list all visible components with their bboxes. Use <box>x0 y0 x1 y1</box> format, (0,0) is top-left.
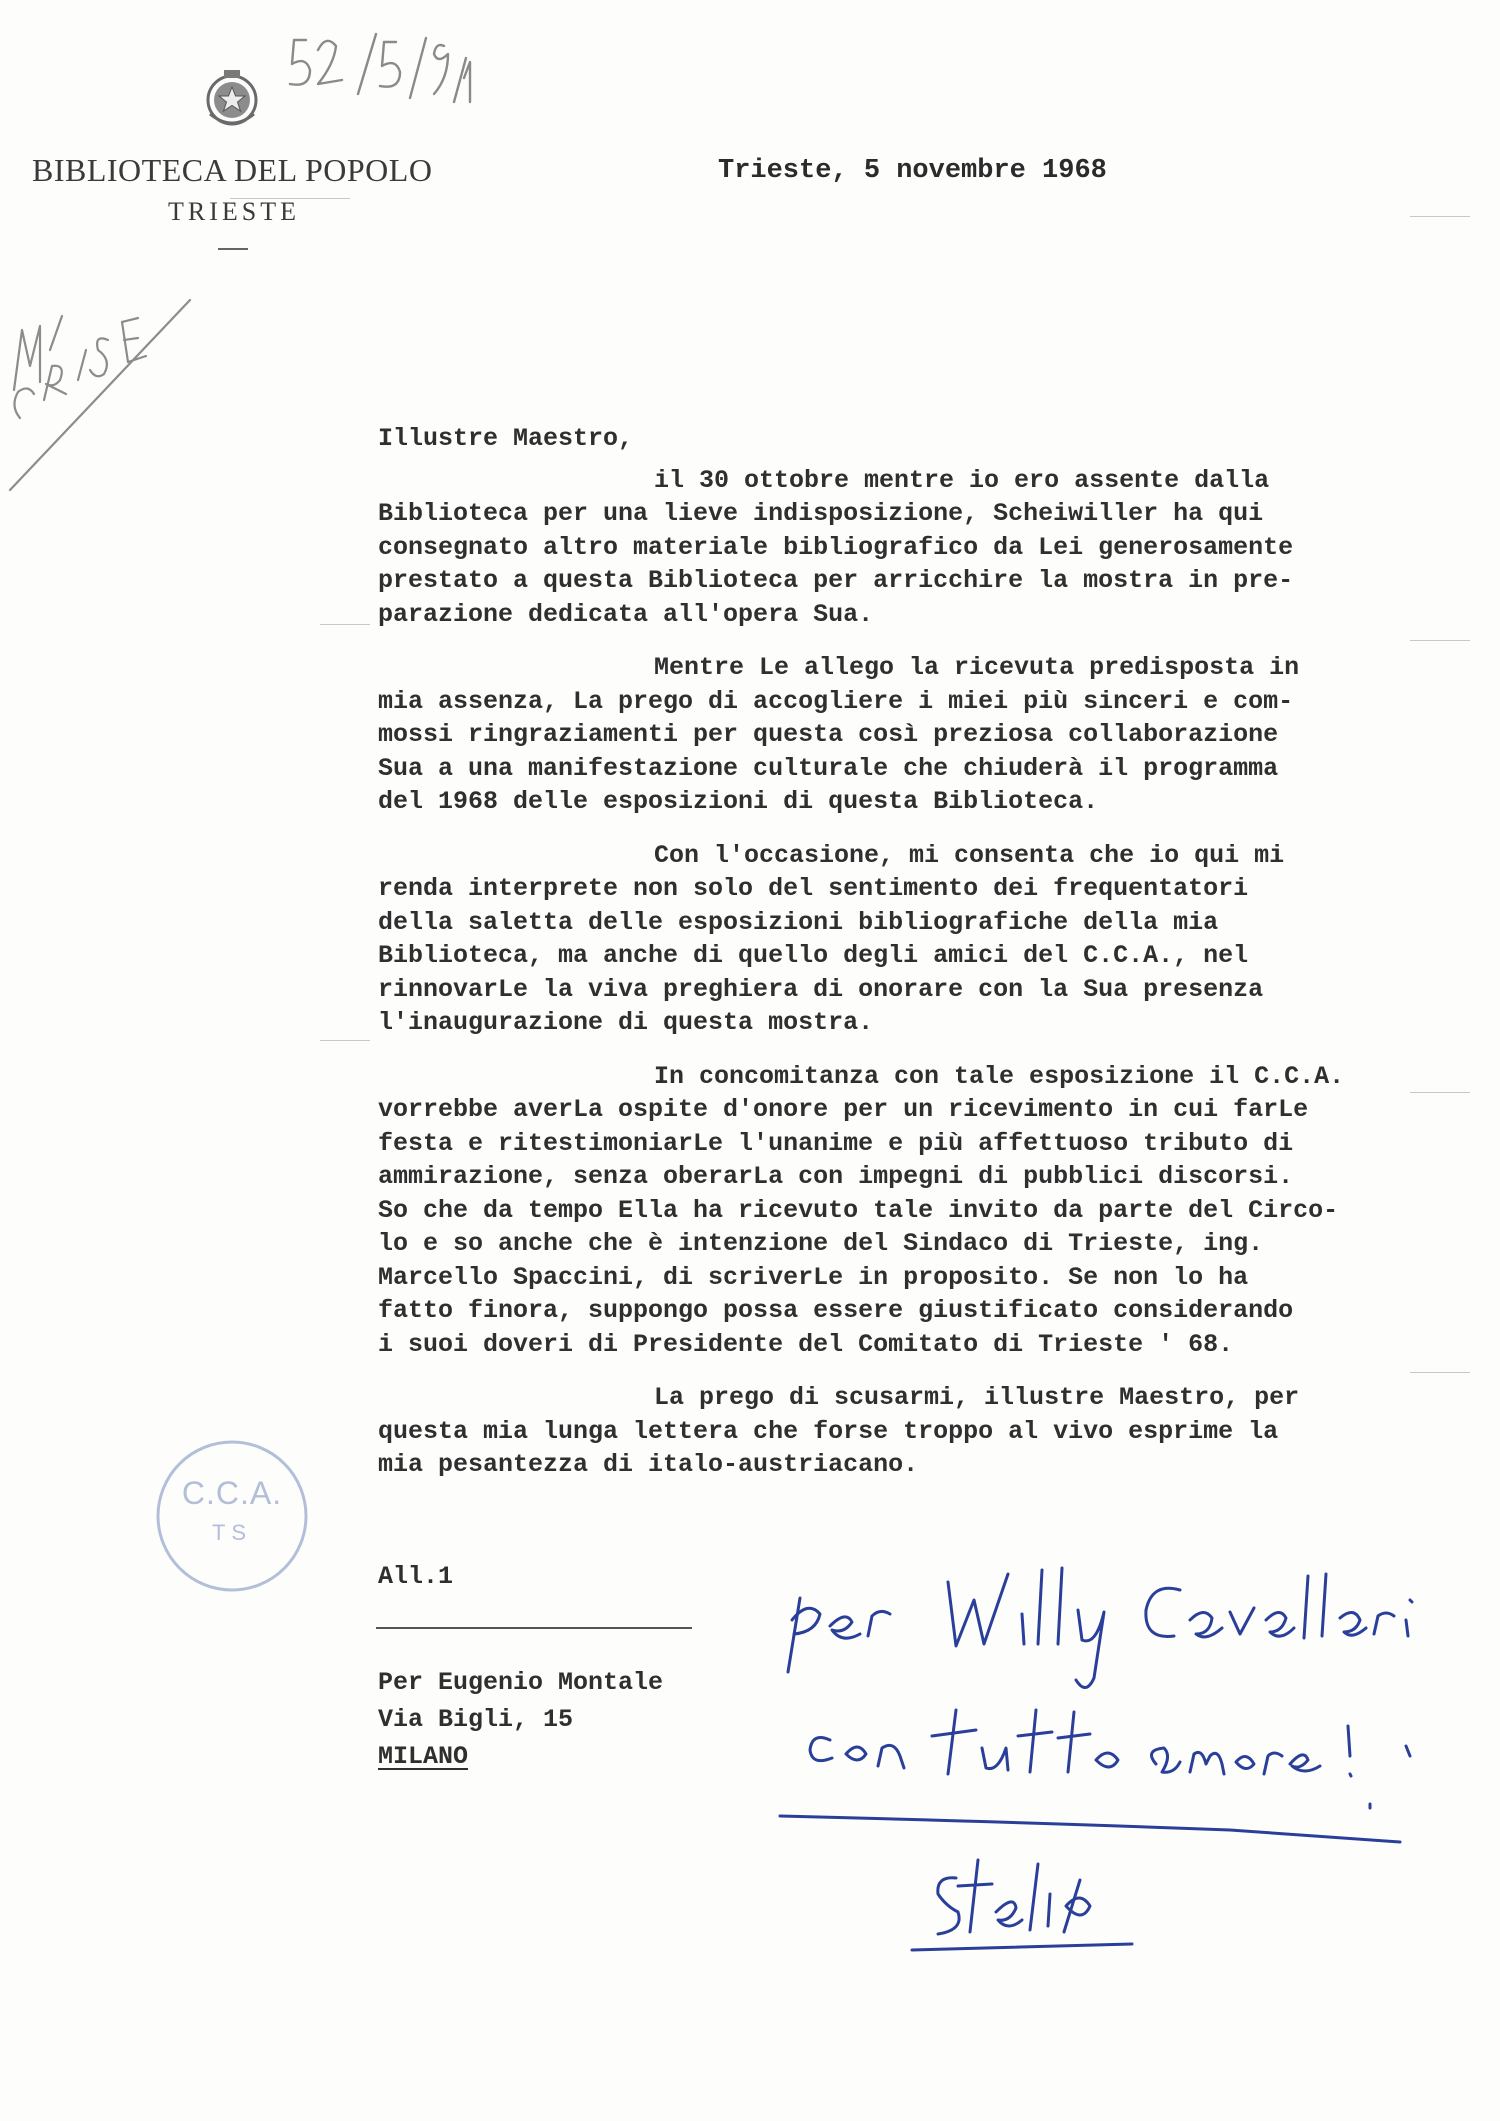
text-line: rinnovarLe la viva preghiera di onorare con la Sua presenza <box>378 974 1264 1004</box>
text-line: ammirazione, senza oberarLa con impegni di pubblici discorsi. <box>378 1162 1294 1191</box>
letterhead-city: TRIESTE <box>168 197 300 226</box>
text-line: renda interprete non solo del sentimento dei frequentatori <box>378 874 1249 903</box>
text-line: del 1968 delle esposizioni di questa Biblioteca. <box>378 787 1099 816</box>
text-line: l'inaugurazione di questa mostra. <box>378 1008 874 1037</box>
text-line: fatto finora, suppongo possa essere giustificato considerando <box>378 1296 1294 1325</box>
letter-date: Trieste, 5 novembre 1968 <box>718 156 1107 186</box>
text-line: Mentre Le allego la ricevuta predisposta in <box>654 653 1300 682</box>
stamp-organization: C.C.A. <box>181 1475 283 1511</box>
letterhead-rule <box>218 248 248 250</box>
salutation: Illustre Maestro, <box>378 424 634 453</box>
text-line: consegnato altro materiale bibliografico da Lei generosamente <box>378 532 1294 562</box>
text-line: mossi ringraziamenti per questa così preziosa collaborazione <box>378 720 1279 749</box>
bleed-line <box>320 624 370 625</box>
letterhead-institution: BIBLIOTECA DEL POPOLO <box>32 152 433 188</box>
text-line: La prego di scusarmi, illustre Maestro, per <box>654 1383 1300 1412</box>
text-line: lo e so anche che è intenzione del Sindaco di Trieste, ing. <box>378 1229 1264 1258</box>
recipient-street: Via Bigli, 15 <box>378 1705 574 1734</box>
margin-note-handwriting <box>0 270 200 510</box>
text-line: Sua a una manifestazione culturale che chiuderà il programma <box>378 753 1279 783</box>
paragraph <box>378 651 1378 819</box>
bleed-line <box>320 1040 370 1041</box>
text-line: il 30 ottobre mentre io ero assente dalla <box>654 465 1270 495</box>
text-line: parazione dedicata all'opera Sua. <box>378 599 874 629</box>
bleed-line <box>1410 640 1470 641</box>
text-line: Biblioteca per una lieve indisposizione, Scheiwiller ha qui <box>378 499 1264 528</box>
separator-line <box>376 1627 692 1629</box>
bleed-line <box>1410 216 1470 217</box>
recipient-address <box>378 1664 798 1775</box>
enclosure-note: All.1 <box>378 1562 454 1591</box>
text-line: vorrebbe averLa ospite d'onore per un ricevimento in cui farLe <box>378 1095 1309 1124</box>
stamp-location: TS <box>211 1520 253 1545</box>
text-line: Biblioteca, ma anche di quello degli amici del C.C.A., nel <box>378 941 1249 970</box>
text-line: Marcello Spaccini, di scriverLe in proposito. Se non lo ha <box>378 1262 1249 1292</box>
handwritten-dedication <box>760 1560 1460 1980</box>
text-line: So che da tempo Ella ha ricevuto tale invito da parte del Circo- <box>378 1195 1339 1225</box>
text-line: mia assenza, La prego di accogliere i miei più sinceri e com- <box>378 686 1294 716</box>
letter-body <box>378 422 1378 1502</box>
text-line: prestato a questa Biblioteca per arricchire la mostra in pre- <box>378 566 1294 595</box>
text-line: della saletta delle esposizioni bibliografiche della mia <box>378 907 1219 937</box>
paragraph <box>378 839 1378 1040</box>
text-line: Con l'occasione, mi consenta che io qui mi <box>654 840 1285 870</box>
bleed-line <box>1410 1372 1470 1373</box>
republic-emblem-icon <box>200 66 264 132</box>
recipient-city: MILANO <box>378 1742 469 1771</box>
paragraph <box>378 464 1378 632</box>
text-line: In concomitanza con tale esposizione il C.C.A. <box>654 1061 1345 1091</box>
paragraph <box>378 1381 1378 1482</box>
text-line: i suoi doveri di Presidente del Comitato di Trieste ' 68. <box>378 1329 1234 1359</box>
text-line: mia pesantezza di italo-austriacano. <box>378 1450 919 1479</box>
paragraph <box>378 1060 1378 1362</box>
text-line: questa mia lunga lettera che forse troppo al vivo esprime la <box>378 1416 1279 1446</box>
bleed-line <box>1410 1092 1470 1093</box>
text-line: festa e ritestimoniarLe l'unanime e più affettuoso tributo di <box>378 1128 1294 1158</box>
cca-stamp <box>152 1436 312 1596</box>
recipient-name: Per Eugenio Montale <box>378 1668 664 1697</box>
